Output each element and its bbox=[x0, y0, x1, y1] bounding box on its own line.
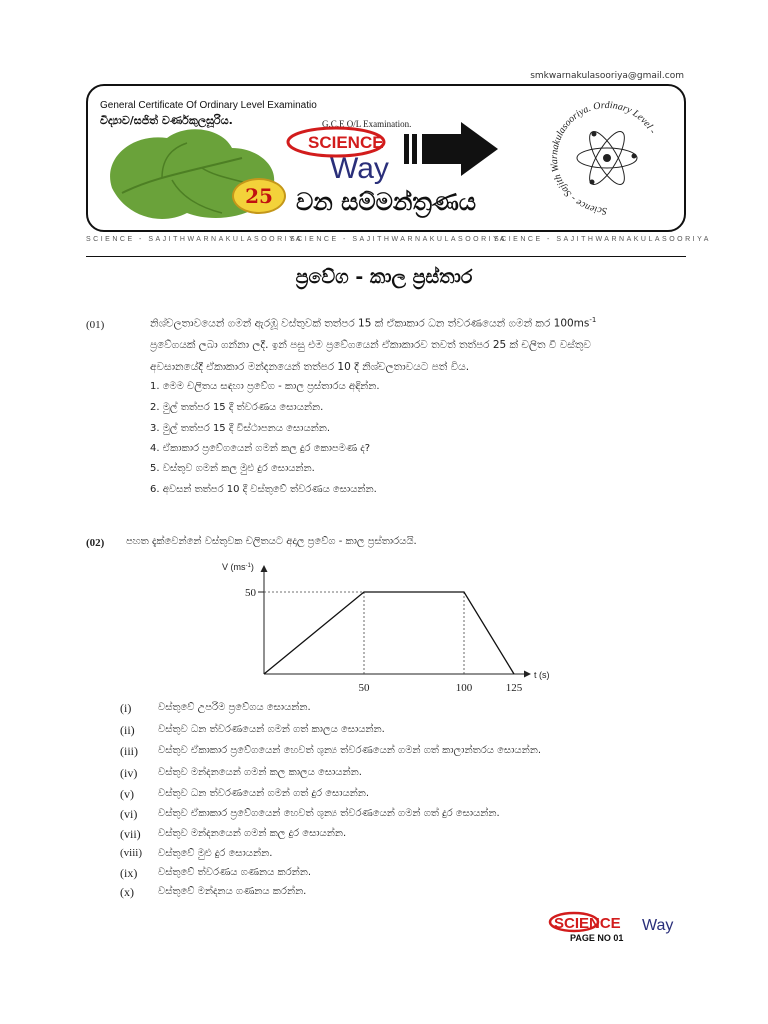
footer-page-number: PAGE NO 01 bbox=[570, 933, 624, 943]
question-2-intro: පහත දැක්වෙන්නේ වස්තුවක චලිතයට අදාල ප්‍රවේග - කාල ප්‍රස්තාරයයි. bbox=[126, 536, 417, 547]
x-tick-label: 100 bbox=[455, 682, 473, 694]
question-2-part-number: (vi) bbox=[120, 807, 138, 821]
round-title: වන සම්මන්ත්‍රණය bbox=[296, 188, 477, 216]
x-tick-label: 125 bbox=[505, 682, 523, 694]
question-2-part-text: වස්තුවේ ත්වරණය ගණනය කරන්න. bbox=[158, 867, 312, 878]
y-axis-label: V $(ms^{-1})$ bbox=[222, 562, 254, 572]
question-2-part-number: (iv) bbox=[120, 766, 138, 780]
footer-logo-science: SCIENCE bbox=[554, 915, 621, 932]
velocity-time-chart bbox=[200, 556, 570, 696]
question-2-part-text: වස්තුව ධන ත්වරණයෙන් ගමන් ගත් කාලය සොයන්න. bbox=[158, 724, 385, 735]
question-2-part-number: (viii) bbox=[120, 847, 142, 859]
question-2-part-text: වස්තුවේ මුළු දුර සොයන්න. bbox=[158, 848, 273, 859]
question-2-part-number: (v) bbox=[120, 787, 134, 801]
footer-logo bbox=[546, 906, 686, 946]
author-line: විද්‍යාව/සජිත් වර්ණකුලසූරිය. bbox=[100, 114, 233, 127]
footer-logo-way: Way bbox=[642, 917, 674, 934]
question-1-line-2: ප්‍රවේගයක් ලබා ගන්නා ලදී. ඉන් පසු එම ප්‍රවේගයෙන් ඒකාකාරව තවත් තත්පර 25 ක් චලිත වී වස්තුව bbox=[150, 339, 591, 351]
round-number-badge: 25 bbox=[232, 178, 286, 214]
question-1-line-1-text: නිශ්චලතාවයෙන් ගමන් ඇරඹූ වස්තුවක් තත්පර 15 ක් ඒකාකාර ධන ත්වරණයෙන් ගමන් කර 100ms bbox=[150, 317, 590, 330]
x-axis-label: t (s) bbox=[534, 670, 550, 680]
exam-label: G.C.E O/L Examination. bbox=[322, 119, 412, 129]
x-tick-label: 50 bbox=[358, 682, 370, 694]
logo-way: Way bbox=[330, 152, 389, 185]
question-1-part: 6. අවසන් තත්පර 10 දී වස්තුවේ ත්වරණය සොයන්න. bbox=[150, 484, 377, 495]
question-2-number: (02) bbox=[86, 537, 105, 549]
certificate-line: General Certificate Of Ordinary Level Examinatio bbox=[100, 100, 317, 111]
question-2-part-text: වස්තුවේ උපරිම ප්‍රවේගය සොයන්න. bbox=[158, 702, 311, 713]
question-2-part-number: (ix) bbox=[120, 866, 138, 880]
question-1-number: (01) bbox=[86, 319, 105, 331]
header-strip-3: SCIENCE - SAJITHWARNAKULASOORIYA bbox=[494, 236, 711, 243]
question-2-part-text: වස්තුවේ මන්දනය ගණනය කරන්න. bbox=[158, 886, 307, 897]
science-way-logo bbox=[286, 112, 501, 190]
question-2-part-text: වස්තුව ඒකාකාර ප්‍රවේගයෙන් හෙවත් ශුන්‍ය ත්වරණයෙන් ගමන් ගත් දුර සොයන්න. bbox=[158, 808, 500, 819]
question-1-part: 5. වස්තුව ගමන් කල මුළු දුර සොයන්න. bbox=[150, 463, 315, 474]
header-divider bbox=[86, 256, 686, 257]
y-tick-label: 50 bbox=[245, 587, 256, 599]
header-strip-1: SCIENCE - SAJITHWARNAKULASOORIYA bbox=[86, 236, 303, 243]
question-2-part-number: (vii) bbox=[120, 827, 141, 841]
question-1-part: 1. මෙම චලිතය සඳහා ප්‍රවේග - කාල ප්‍රස්තාරය අඳින්න. bbox=[150, 381, 380, 392]
series-line bbox=[264, 592, 514, 674]
question-2-part-text: වස්තුව මන්දනයෙන් ගමන් කල කාලය සොයන්න. bbox=[158, 767, 362, 778]
author-email: smkwarnakulasooriya@gmail.com bbox=[530, 71, 684, 81]
logo-science: SCIENCE bbox=[308, 133, 384, 152]
header-strip-2: SCIENCE - SAJITHWARNAKULASOORIYA bbox=[290, 236, 507, 243]
question-2-part-number: (iii) bbox=[120, 744, 138, 758]
question-2-part-number: (i) bbox=[120, 701, 132, 715]
question-2-part-text: වස්තුව ඒකාකාර ප්‍රවේගයෙන් හෙවත් ශුන්‍ය ත්වරණයෙන් ගමන් ගත් කාලාන්තරය සොයන්න. bbox=[158, 745, 542, 756]
question-1-part: 2. මුල් තත්පර 15 දී ත්වරණය සොයන්න. bbox=[150, 402, 324, 413]
question-2-part-number: (x) bbox=[120, 885, 134, 899]
question-2-part-number: (ii) bbox=[120, 723, 135, 737]
question-1-line-3: අවසානයේදී ඒකාකාර මන්දනයෙන් තත්පර 10 දී නිශ්චලතාවයට පත් විය. bbox=[150, 361, 470, 373]
page-title: ප්‍රවේග - කාල ප්‍රස්තාර bbox=[295, 266, 473, 288]
question-1-part: 4. ඒකාකාර ප්‍රවේගයෙන් ගමන් කල දුර කොපමණ ද? bbox=[150, 443, 370, 454]
question-2-part-text: වස්තුව ධන ත්වරණයෙන් ගමන් ගත් දුර සොයන්න. bbox=[158, 788, 370, 799]
seal-text: Science - Sajith Warnakulasooriya. Ordinary Level - bbox=[549, 99, 659, 217]
question-1-part: 3. මුල් තත්පර 15 දී විස්ථාපනය සොයන්න. bbox=[150, 423, 331, 434]
atom-seal-icon bbox=[540, 94, 675, 222]
question-2-part-text: වස්තුව මන්දනයෙන් ගමන් කල දුර සොයන්න. bbox=[158, 828, 347, 839]
question-1-unit-exponent: -1 bbox=[589, 316, 597, 324]
question-1-line-1 bbox=[150, 316, 596, 331]
